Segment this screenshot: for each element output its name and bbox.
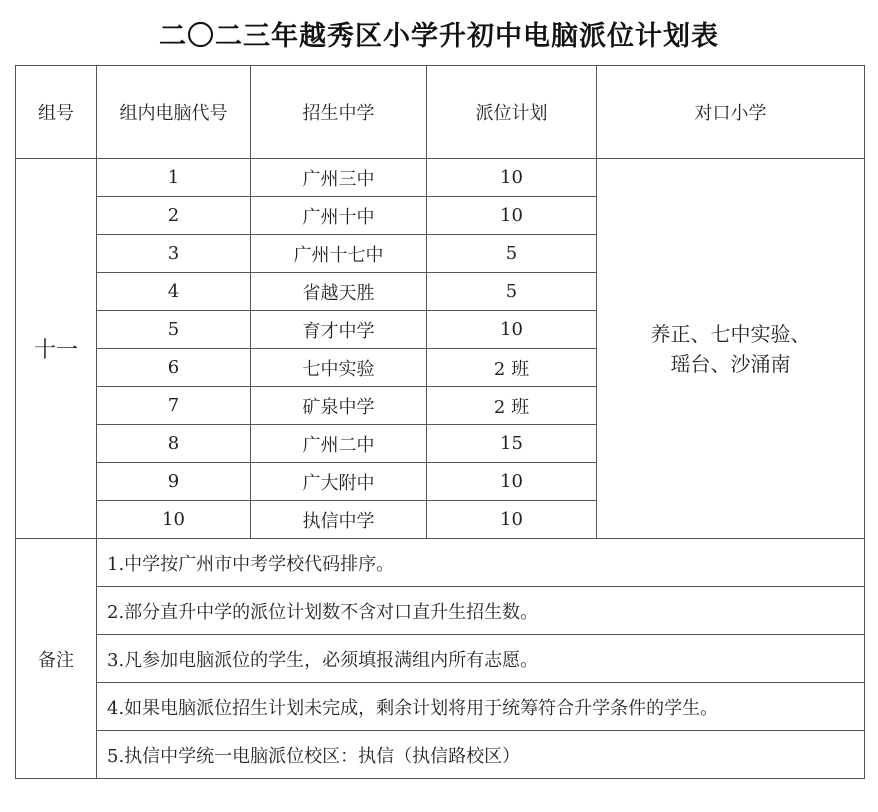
remark-item: 3.凡参加电脑派位的学生，必须填报满组内所有志愿。 — [97, 635, 865, 683]
row-plan: 10 — [427, 463, 597, 501]
remark-item: 5.执信中学统一电脑派位校区：执信（执信路校区） — [97, 731, 865, 779]
allocation-table — [15, 65, 865, 779]
page-title: 二〇二三年越秀区小学升初中电脑派位计划表 — [159, 21, 719, 52]
header-school: 招生中学 — [251, 66, 427, 159]
row-code: 4 — [97, 273, 251, 311]
remark-row — [16, 539, 865, 587]
table-row — [16, 159, 865, 197]
remark-row — [16, 587, 865, 635]
primary-schools-line: 瑶台、沙涌南 — [670, 351, 791, 376]
row-school: 矿泉中学 — [251, 387, 427, 425]
header-primary: 对口小学 — [597, 66, 865, 159]
row-code: 1 — [97, 159, 251, 197]
row-code: 3 — [97, 235, 251, 273]
row-school: 执信中学 — [251, 501, 427, 539]
row-plan: 15 — [427, 425, 597, 463]
row-code: 6 — [97, 349, 251, 387]
remark-item: 2.部分直升中学的派位计划数不含对口直升生招生数。 — [97, 587, 865, 635]
row-school: 育才中学 — [251, 311, 427, 349]
row-code: 2 — [97, 197, 251, 235]
row-plan: 2 班 — [427, 387, 597, 425]
row-plan: 5 — [427, 235, 597, 273]
remarks-label: 备注 — [16, 539, 97, 779]
row-school: 广州十中 — [251, 197, 427, 235]
row-school: 广州三中 — [251, 159, 427, 197]
row-plan: 10 — [427, 197, 597, 235]
row-code: 10 — [97, 501, 251, 539]
row-school: 广州二中 — [251, 425, 427, 463]
row-code: 8 — [97, 425, 251, 463]
row-school: 广州十七中 — [251, 235, 427, 273]
row-code: 7 — [97, 387, 251, 425]
row-plan: 10 — [427, 159, 597, 197]
row-code: 9 — [97, 463, 251, 501]
row-school: 广大附中 — [251, 463, 427, 501]
header-code: 组内电脑代号 — [97, 66, 251, 159]
row-code: 5 — [97, 311, 251, 349]
remark-item: 4.如果电脑派位招生计划未完成，剩余计划将用于统筹符合升学条件的学生。 — [97, 683, 865, 731]
row-plan: 10 — [427, 311, 597, 349]
row-school: 省越天胜 — [251, 273, 427, 311]
primary-schools — [597, 159, 865, 539]
table-header-row — [16, 66, 865, 159]
remark-row — [16, 683, 865, 731]
row-plan: 10 — [427, 501, 597, 539]
header-group: 组号 — [16, 66, 97, 159]
remark-row — [16, 731, 865, 779]
row-plan: 5 — [427, 273, 597, 311]
remark-row — [16, 635, 865, 683]
primary-schools-line: 养正、七中实验、 — [650, 321, 811, 346]
row-plan: 2 班 — [427, 349, 597, 387]
header-plan: 派位计划 — [427, 66, 597, 159]
remark-item: 1.中学按广州市中考学校代码排序。 — [97, 539, 865, 587]
row-school: 七中实验 — [251, 349, 427, 387]
group-number: 十一 — [16, 159, 97, 539]
